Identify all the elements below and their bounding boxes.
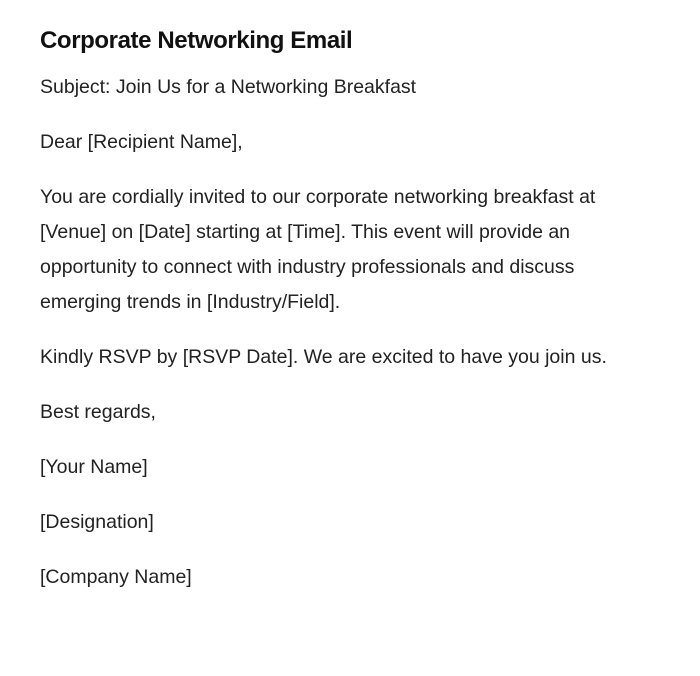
document-title: Corporate Networking Email — [40, 27, 353, 54]
email-body-paragraph-2: Kindly RSVP by [RSVP Date]. We are excited to have you join us. — [40, 346, 607, 368]
email-template-document — [40, 26, 640, 615]
email-greeting: Dear [Recipient Name], — [40, 131, 243, 153]
signature-company: [Company Name] — [40, 566, 192, 588]
email-body-paragraph-1: You are cordially invited to our corporate networking breakfast at [Venue] on [Date] starting at [Time]. This event will provide an opportunity to connect with industry professionals and discuss emerging trends in [Industry/Field]. — [40, 186, 596, 313]
email-closing: Best regards, — [40, 401, 156, 423]
signature-name: [Your Name] — [40, 456, 148, 478]
signature-designation: [Designation] — [40, 511, 154, 533]
email-subject: Subject: Join Us for a Networking Breakfast — [40, 76, 417, 98]
